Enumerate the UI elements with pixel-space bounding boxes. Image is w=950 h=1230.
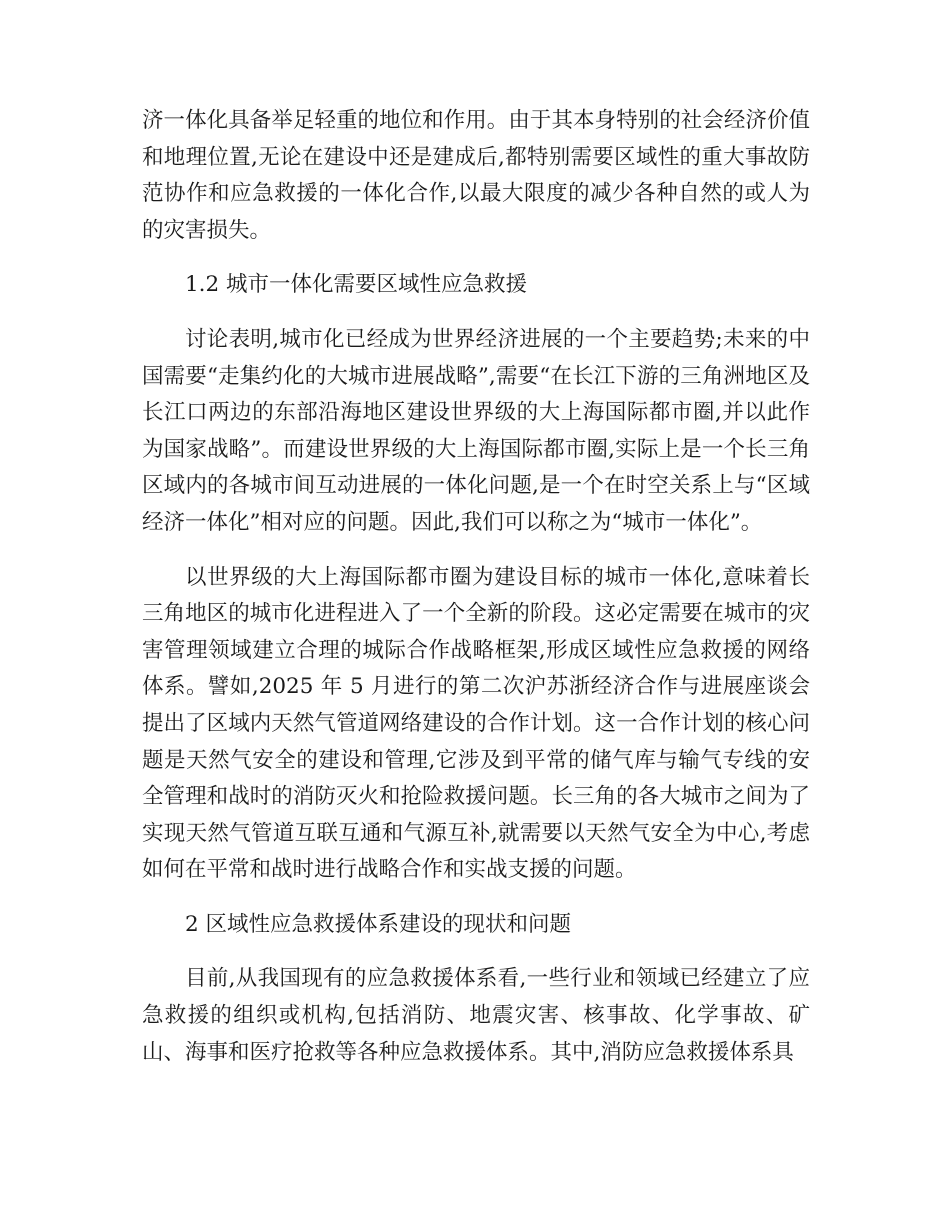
paragraph-city-integration: 以世界级的大上海国际都市圈为建设目标的城市一体化,意味着长三角地区的城市化进程进入了一个全新的阶段。这必定需要在城市的灾害管理领域建立合理的城际合作战略框架,形成区域性应急救援的网络体系。譬如,2025 年 5 月进行的第二次沪苏浙经济合作与进展座谈会提出了区域内天然气管道网络建设的合作计划。这一合作计划的核心问题是天然气安全的建设和管理,它涉及到平常的储气库与输气专线的安全管理和战时的消防灭火和抢险救援问题。长三角的各大城市之间为了实现天然气管道互联互通和气源互补,就需要以天然气安全为中心,考虑如何在平常和战时进行战略合作和实战支援的问题。 — [142, 564, 810, 883]
document-body — [142, 103, 810, 1089]
section-heading-2: 2 区域性应急救援体系建设的现状和问题 — [185, 911, 572, 937]
paragraph-current-status: 目前,从我国现有的应急救援体系看,一些行业和领域已经建立了应急救援的组织或机构,包括消防、地震灾害、核事故、化学事故、矿山、海事和医疗抢救等各种应急救援体系。其中,消防应急救援体系具 — [142, 966, 810, 1065]
paragraph-continued: 济一体化具备举足轻重的地位和作用。由于其本身特别的社会经济价值和地理位置,无论在建设中还是建成后,都特别需要区域性的重大事故防范协作和应急救援的一体化合作,以最大限度的减少各种自然的或人为的灾害损失。 — [142, 108, 810, 243]
paragraph-urbanization: 讨论表明,城市化已经成为世界经济进展的一个主要趋势;未来的中国需要“走集约化的大城市进展战略”,需要“在长江下游的三角洲地区及长江口两边的东部沿海地区建设世界级的大上海国际都市圈,并以此作为国家战略”。而建设世界级的大上海国际都市圈,实际上是一个长三角区域内的各城市间互动进展的一体化问题,是一个在时空关系上与“区域经济一体化”相对应的问题。因此,我们可以称之为“城市一体化”。 — [142, 326, 810, 535]
section-heading-1-2: 1.2 城市一体化需要区域性应急救援 — [185, 272, 528, 298]
